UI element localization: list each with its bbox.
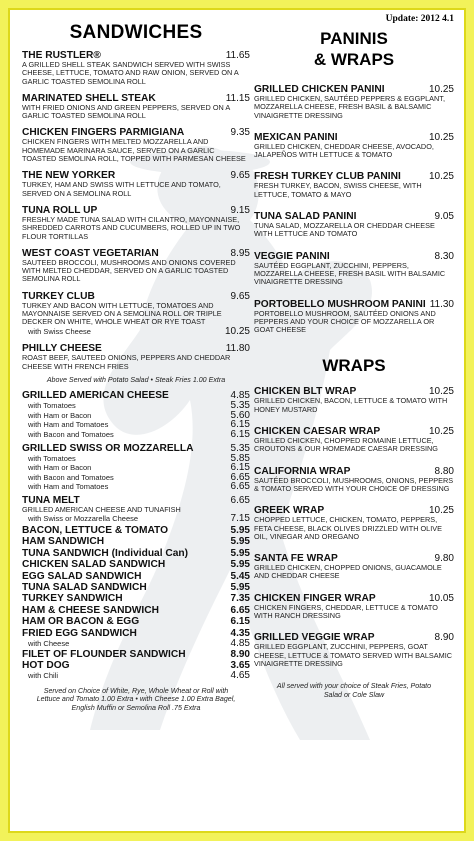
- menu-item: [254, 553, 454, 581]
- menu-item: HOT DOG 3.65: [22, 659, 250, 671]
- menu-item: [22, 495, 250, 524]
- option-label: with Ham and Tomatoes: [28, 420, 109, 430]
- item-price: 11.80: [225, 343, 250, 355]
- menu-item: [22, 205, 250, 241]
- option-price: 6.15: [230, 429, 250, 441]
- menu-item: [22, 582, 250, 593]
- menu-item-header: [254, 386, 454, 397]
- item-price: 9.65: [230, 170, 250, 182]
- option-price: 5.60: [230, 409, 250, 421]
- menu-item: [254, 132, 454, 160]
- wrap-list: [254, 386, 454, 668]
- menu-item: [22, 536, 250, 547]
- item-description: FRESHLY MADE TUNA SALAD WITH CILANTRO, MAYONNAISE, SHREDDED CARROTS AND CUCUMBERS, ROLLED UP IN TWO FLOUR TORTILLAS: [22, 214, 241, 241]
- option-label: with Ham or Bacon: [28, 463, 92, 473]
- menu-item: [22, 93, 250, 121]
- item-description: A GRILLED SHELL STEAK SANDWICH SERVED WITH SWISS CHEESE, LETTUCE, TOMATO AND RAW ONION, SERVED ON A GARLIC TOASTED SEMOLINA ROLL: [22, 60, 239, 86]
- item-name: FRESH TURKEY CLUB PANINI: [254, 171, 401, 183]
- menu-item: [22, 291, 250, 336]
- menu-item: [22, 248, 250, 284]
- item-description: GRILLED CHICKEN, BACON, LETTUCE & TOMATO WITH HONEY MUSTARD: [254, 396, 448, 414]
- option-price: 6.15: [230, 462, 250, 474]
- menu-item: [22, 390, 250, 439]
- item-name: BACON, LETTUCE & TOMATO: [22, 524, 169, 536]
- option-label: with Tomatoes: [28, 401, 76, 411]
- menu-item-header: [254, 211, 454, 222]
- item-name: SANTA FE WRAP: [254, 553, 338, 565]
- sandwiches-heading: SANDWICHES: [69, 22, 203, 43]
- item-name: GRILLED VEGGIE WRAP: [254, 632, 375, 644]
- item-name: GRILLED CHICKEN PANINI: [254, 84, 385, 95]
- option-label: with Ham or Bacon: [28, 410, 92, 420]
- item-price: 10.25: [428, 426, 454, 438]
- menu-item-header: [254, 132, 454, 143]
- item-price: 11.65: [225, 50, 250, 61]
- menu-item: [22, 593, 250, 604]
- item-option: [22, 420, 250, 430]
- menu-item-header: [254, 505, 454, 516]
- item-price: 9.80: [434, 553, 454, 565]
- item-description: PORTOBELLO MUSHROOM, SAUTÉED ONIONS AND PEPPERS AND YOUR CHOICE OF MOZZARELLA OR GOAT CHEESE: [254, 308, 436, 335]
- item-name: EGG SALAD SANDWICH: [22, 570, 142, 582]
- option-price: 6.65: [230, 471, 250, 483]
- item-name: CHICKEN SALAD SANDWICH: [22, 559, 166, 571]
- item-option: [22, 430, 250, 440]
- item-name: GRILLED SWISS OR MOZZARELLA: [22, 442, 194, 454]
- item-name: CHICKEN FINGERS PARMIGIANA: [22, 127, 185, 139]
- menu-item-header: [22, 205, 250, 216]
- menu-item-header: [254, 466, 454, 477]
- item-price: 10.25: [428, 171, 454, 183]
- item-name: CHICKEN FINGER WRAP: [254, 592, 376, 604]
- item-name: TUNA SALAD PANINI: [254, 211, 357, 223]
- item-price: 5.95: [230, 559, 250, 571]
- item-name: MEXICAN PANINI: [254, 131, 338, 143]
- item-option: [22, 411, 250, 421]
- menu-item: [22, 628, 250, 639]
- item-price: 6.15: [230, 616, 250, 628]
- menu-item: [254, 171, 454, 199]
- option-price: 10.25: [224, 325, 250, 337]
- item-name: TUNA ROLL UP: [22, 204, 98, 216]
- menu-item: [254, 632, 454, 668]
- item-price: 5.95: [230, 536, 250, 548]
- menu-item: [22, 559, 250, 570]
- menu-item: [254, 299, 454, 335]
- item-price: 9.15: [230, 204, 250, 216]
- sandwich-list: [22, 50, 250, 371]
- right-column: [254, 10, 454, 699]
- item-description: GRILLED CHICKEN, CHOPPED ONIONS, GUACAMOLE AND CHEDDAR CHEESE: [254, 563, 442, 581]
- item-price: 5.95: [230, 581, 250, 593]
- item-price: 10.25: [428, 84, 454, 95]
- item-description: SAUTÉED EGGPLANT, ZUCCHINI, PEPPERS, MOZZARELLA CHEESE, FRESH BASIL WITH BALSAMIC VINAIGRETTE DRESSING: [254, 260, 446, 287]
- item-description: GRILLED EGGPLANT, ZUCCHINI, PEPPERS, GOAT CHEESE, LETTUCE & TOMATO SERVED WITH BALSAMIC VINAIGRETTE DRESSING: [254, 642, 453, 668]
- item-name: THE RUSTLER®: [22, 50, 101, 61]
- menu-item: [22, 343, 250, 371]
- item-price: 8.90: [434, 632, 454, 644]
- menu-item: [22, 443, 250, 492]
- wraps-heading-line: & WRAPS: [313, 50, 395, 69]
- item-price: 10.25: [428, 131, 454, 143]
- paninis-heading: PANINIS: [320, 29, 388, 48]
- bread-note: Served on Choice of White, Rye, Whole Wheat or Roll with Lettuce and Tomato 1.00 Extra • with Cheese 1.00 Extra Bagel, English Muffin or Semolina Roll .75 Extra: [36, 686, 236, 712]
- fried-egg-cheese-option: with Cheese 4.85: [28, 637, 250, 649]
- item-description: CHICKEN FINGERS, CHEDDAR, LETTUCE & TOMATO WITH RANCH DRESSING: [254, 602, 438, 621]
- item-name: CHICKEN CAESAR WRAP: [254, 426, 381, 438]
- item-price: 10.25: [428, 505, 454, 517]
- wraps-heading: WRAPS: [322, 356, 386, 376]
- item-name: GREEK WRAP: [254, 505, 325, 517]
- option-price: 5.35: [230, 400, 250, 412]
- option-price: 5.85: [230, 452, 250, 464]
- menu-item: [22, 50, 250, 86]
- menu-item: [254, 466, 454, 494]
- menu-item: [22, 525, 250, 536]
- menu-item: [254, 386, 454, 414]
- menu-item-header: [22, 50, 250, 61]
- menu-item-header: [22, 390, 250, 401]
- menu-item-header: [254, 593, 454, 604]
- item-name: CHICKEN BLT WRAP: [254, 386, 357, 398]
- menu-item-header: [22, 93, 250, 104]
- menu-item: [22, 548, 250, 559]
- item-description: GRILLED CHICKEN, SAUTÉED PEPPERS & EGGPLANT, MOZZARELLA CHEESE, FRESH BASIL & BALSAMIC VINAIGRETTE DRESSING: [254, 94, 445, 120]
- menu-item: [254, 211, 454, 239]
- menu-item-header: [22, 248, 250, 259]
- item-name: TUNA MELT: [22, 494, 80, 506]
- item-description: SAUTÉED BROCCOLI, MUSHROOMS, ONIONS, PEPPERS & TOMATO SERVED WITH YOUR CHOICE OF DRESSING: [254, 475, 454, 493]
- menu-item-header: [254, 251, 454, 262]
- item-description: FRESH TURKEY, BACON, SWISS CHEESE, WITH LETTUCE, TOMATO & MAYO: [254, 181, 422, 199]
- item-price: 4.85: [230, 390, 250, 402]
- item-price: 5.45: [230, 570, 250, 582]
- menu-item: [22, 170, 250, 198]
- item-price: 5.95: [230, 524, 250, 536]
- item-option: [22, 401, 250, 411]
- item-price: 9.35: [230, 127, 250, 139]
- item-description: GRILLED CHICKEN, CHOPPED ROMAINE LETTUCE, CROUTONS & OUR HOMEMADE CAESAR DRESSING: [254, 436, 438, 454]
- item-name: TUNA SANDWICH (Individual Can): [22, 547, 189, 559]
- item-name: CALIFORNIA WRAP: [254, 465, 351, 477]
- item-price: 10.05: [428, 592, 454, 604]
- item-description: CHOPPED LETTUCE, CHICKEN, TOMATO, PEPPERS, FETA CHEESE, BLACK OLIVES DRIZZLED WITH OLIVE OIL, VINEGAR AND OREGANO: [254, 515, 443, 541]
- menu-item-header: [22, 127, 250, 138]
- update-label: Update: 2012 4.1: [385, 14, 454, 24]
- option-price: 6.65: [230, 481, 250, 493]
- option-label: with Swiss or Mozzarella Cheese: [28, 514, 139, 524]
- menu-item: [22, 605, 250, 616]
- item-description: TUNA SALAD, MOZZARELLA OR CHEDDAR CHEESE WITH LETTUCE AND TOMATO: [254, 221, 435, 239]
- option-price: 7.15: [230, 513, 250, 525]
- option-price: 6.15: [230, 419, 250, 431]
- menu-item-header: [254, 632, 454, 643]
- item-option: [22, 327, 250, 337]
- item-price: 8.95: [230, 247, 250, 259]
- menu-item-header: [22, 495, 250, 506]
- option-label: with Tomatoes: [28, 453, 76, 463]
- item-name: WEST COAST VEGETARIAN: [22, 247, 159, 259]
- item-description: SAUTEED BROCCOLI, MUSHROOMS AND ONIONS COVERED WITH MELTED CHEDDAR, SERVED ON A GARLIC TOASTED SEMOLINA ROLL: [22, 257, 236, 284]
- item-name: TURKEY CLUB: [22, 290, 95, 302]
- panini-list: [254, 84, 454, 334]
- menu-item-header: [22, 170, 250, 181]
- item-name: FRIED EGG SANDWICH: [22, 627, 137, 639]
- item-description: GRILLED AMERICAN CHEESE AND TUNAFISH: [22, 504, 181, 514]
- item-name: VEGGIE PANINI: [254, 250, 330, 262]
- item-description: CHICKEN FINGERS WITH MELTED MOZZARELLA AND HOMEMADE MARINARA SAUCE, SERVED ON A GARLIC TOASTED SEMOLINA ROLL, TOPPED WITH PARMESAN CHEESE: [22, 137, 246, 164]
- menu-item: FILET OF FLOUNDER SANDWICH 8.90: [22, 648, 250, 660]
- item-price: 7.35: [230, 593, 250, 605]
- item-description: WITH FRIED ONIONS AND GREEN PEPPERS, SERVED ON A GARLIC TOASTED SEMOLINA ROLL: [22, 102, 230, 121]
- menu-item-header: [254, 84, 454, 95]
- item-description: GRILLED CHICKEN, CHEDDAR CHEESE, AVOCADO, JALAPEÑOS WITH LETTUCE & TOMATO: [254, 141, 434, 160]
- item-name: GRILLED AMERICAN CHEESE: [22, 390, 169, 402]
- wraps-note: All served with your choice of Steak Fries, Potato Salad or Cole Slaw: [276, 682, 432, 699]
- item-price: 5.95: [230, 547, 250, 559]
- menu-item-header: [254, 426, 454, 437]
- menu-item: [22, 127, 250, 163]
- item-price: 6.65: [230, 604, 250, 616]
- item-name: TUNA SALAD SANDWICH: [22, 581, 147, 593]
- menu-item: [22, 616, 250, 627]
- item-name: PHILLY CHEESE: [22, 343, 102, 355]
- menu-item-header: [22, 343, 250, 354]
- item-description: TURKEY AND BACON WITH LETTUCE, TOMATOES AND MAYONNAISE SERVED ON A SEMOLINA ROLL OR TRIPLE DECKER ON WHITE, WHOLE WHEAT OR RYE TOAST: [22, 300, 222, 327]
- item-option: [22, 482, 250, 492]
- item-price: 8.30: [434, 250, 454, 262]
- menu-item-header: [22, 443, 250, 454]
- item-name: THE NEW YORKER: [22, 170, 116, 182]
- item-price: 8.80: [434, 465, 454, 477]
- sandwiches-note: Above Served with Potato Salad • Steak Fries 1.00 Extra: [46, 375, 226, 384]
- item-name: HAM SANDWICH: [22, 536, 105, 548]
- menu-item-header: [254, 299, 454, 310]
- item-price: 6.65: [230, 494, 250, 506]
- menu-item: [254, 251, 454, 287]
- option-label: with Bacon and Tomatoes: [28, 472, 114, 482]
- simple-list: [22, 525, 250, 639]
- menu-page: [8, 8, 466, 833]
- item-price: 11.15: [225, 92, 250, 104]
- grill-list: [22, 390, 250, 524]
- item-price: 5.35: [230, 442, 250, 454]
- item-name: MARINATED SHELL STEAK: [22, 92, 156, 104]
- item-name: HAM OR BACON & EGG: [22, 616, 140, 628]
- menu-item: [254, 593, 454, 621]
- item-price: 4.35: [230, 627, 250, 639]
- item-option: [22, 473, 250, 483]
- hotdog-chili-option: with Chili 4.65: [28, 670, 250, 682]
- item-option: [22, 454, 250, 464]
- item-price: 9.65: [230, 290, 250, 302]
- item-description: TURKEY, HAM AND SWISS WITH LETTUCE AND TOMATO, SERVED ON A SEMOLINA ROLL: [22, 180, 221, 198]
- item-option: [22, 514, 250, 524]
- item-price: 10.25: [428, 386, 454, 398]
- menu-item: [254, 505, 454, 541]
- option-label: with Ham and Tomatoes: [28, 482, 109, 492]
- option-label: with Bacon and Tomatoes: [28, 430, 114, 440]
- item-price: 11.30: [429, 298, 454, 310]
- item-price: 9.05: [434, 211, 454, 223]
- item-name: HAM & CHEESE SANDWICH: [22, 604, 159, 616]
- item-name: TURKEY SANDWICH: [22, 593, 123, 605]
- menu-item-header: [254, 553, 454, 564]
- option-label: with Swiss Cheese: [28, 326, 91, 336]
- item-option: [22, 463, 250, 473]
- menu-item: [254, 426, 454, 454]
- menu-item: [22, 571, 250, 582]
- item-description: ROAST BEEF, SAUTEED ONIONS, PEPPERS AND CHEDDAR CHEESE WITH FRENCH FRIES: [22, 353, 231, 371]
- item-name: PORTOBELLO MUSHROOM PANINI: [254, 298, 426, 310]
- menu-item-header: [254, 171, 454, 182]
- menu-item-header: [22, 291, 250, 302]
- left-column: [22, 10, 250, 712]
- menu-item: [254, 84, 454, 120]
